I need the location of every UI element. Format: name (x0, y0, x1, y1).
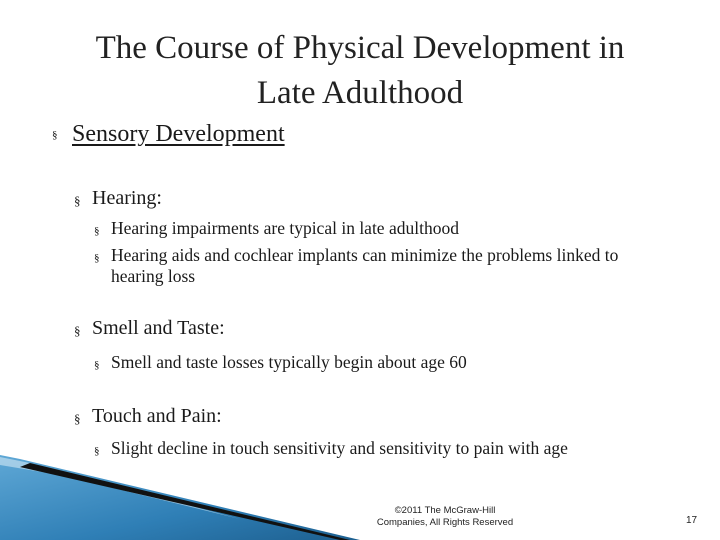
section-heading: Smell and Taste: (92, 317, 225, 339)
decorative-swoosh (0, 455, 360, 540)
page-number: 17 (686, 515, 698, 526)
list-item (94, 245, 634, 287)
list-item-text: Hearing aids and cochlear implants can minimize the problems linked to hearing loss (111, 245, 619, 286)
bullet-icon: § (94, 225, 100, 237)
title-line-1: The Course of Physical Development in (95, 30, 625, 66)
bullet-icon: § (94, 445, 100, 457)
section-heading: Hearing: (92, 187, 162, 209)
list-item-text: Slight decline in touch sensitivity and sensitivity to pain with age (111, 438, 568, 458)
list-item (94, 218, 674, 242)
bullet-icon: § (94, 252, 100, 264)
section-smell-taste (74, 315, 674, 376)
title-line-2: Late Adulthood (256, 75, 464, 111)
section-hearing (74, 185, 674, 287)
copyright-line-1: ©2011 The McGraw-Hill (394, 505, 496, 516)
slide-title (40, 26, 680, 116)
bullet-icon: § (94, 359, 100, 371)
bullet-icon: § (74, 193, 81, 208)
list-item-text: Hearing impairments are typical in late adulthood (111, 218, 459, 238)
list-item-text: Smell and taste losses typically begin about age 60 (111, 352, 467, 372)
bullet-icon: § (74, 411, 81, 426)
swoosh-blue-shape (0, 455, 360, 540)
section-touch-pain (74, 403, 694, 462)
bullet-icon: § (74, 323, 81, 338)
topic-bullet (52, 121, 285, 148)
list-item (94, 352, 674, 376)
copyright-notice (345, 505, 545, 529)
topic-label: Sensory Development (72, 121, 285, 147)
section-heading: Touch and Pain: (92, 405, 222, 427)
copyright-line-2: Companies, All Rights Reserved (376, 517, 514, 528)
bullet-icon: § (52, 128, 58, 141)
